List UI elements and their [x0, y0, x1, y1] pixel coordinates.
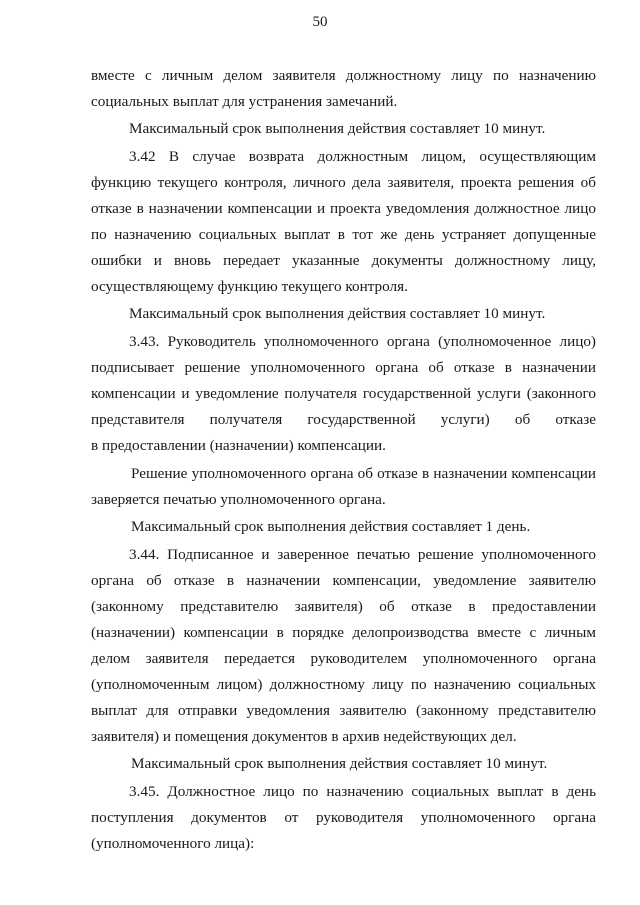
text-line: функцию текущего контроля, личного дела заявителя, проекта решения об [91, 174, 596, 191]
paragraph [91, 461, 596, 513]
text-line: 3.42 В случае возврата должностным лицом, осуществляющим [129, 148, 596, 165]
paragraph [91, 301, 596, 327]
text-line: отказе в назначении компенсации и проекта уведомления должностное лицо [91, 200, 596, 217]
paragraph [91, 144, 596, 300]
text-line: Максимальный срок выполнения действия составляет 10 минут. [129, 305, 546, 322]
paragraph [91, 779, 596, 857]
text-line: органа об отказе в назначении компенсации, уведомление заявителю [91, 572, 596, 589]
text-line: Максимальный срок выполнения действия составляет 1 день. [131, 518, 531, 535]
paragraph [91, 542, 596, 750]
paragraph [91, 751, 596, 777]
text-line: 3.43. Руководитель уполномоченного органа (уполномоченное лицо) [129, 333, 596, 350]
text-line: Максимальный срок выполнения действия составляет 10 минут. [131, 755, 548, 772]
text-line: компенсации и уведомление получателя государственной услуги (законного [91, 385, 596, 402]
text-line: (уполномоченным лицом) должностному лицу по назначению социальных [91, 676, 596, 693]
text-line: заявителя) и помещения документов в архив недействующих дел. [91, 728, 517, 745]
text-line: ошибки и вновь передает указанные документы должностному лицу, [91, 252, 596, 269]
paragraph [91, 63, 596, 115]
text-line: Максимальный срок выполнения действия составляет 10 минут. [129, 120, 546, 137]
text-line: 3.44. Подписанное и заверенное печатью решение уполномоченного [129, 546, 596, 563]
text-line: поступления документов от руководителя уполномоченного органа [91, 809, 596, 826]
text-line: по назначению социальных выплат в тот же день устраняет допущенные [91, 226, 596, 243]
paragraph [91, 116, 596, 142]
paragraph [91, 514, 596, 540]
text-line: представителя получателя государственной услуги) об отказе [91, 411, 596, 428]
text-line: (назначении) компенсации в порядке делопроизводства вместе с личным [91, 624, 596, 641]
text-line: заверяется печатью уполномоченного органа. [91, 491, 386, 508]
text-line: (уполномоченного лица): [91, 835, 255, 852]
page-number: 50 [312, 14, 328, 30]
text-line: 3.45. Должностное лицо по назначению социальных выплат в день [129, 783, 596, 800]
text-line: осуществляющему функцию текущего контроля. [91, 278, 408, 295]
document-body [91, 63, 596, 857]
paragraph [91, 329, 596, 459]
text-line: (законному представителю заявителя) об отказе в предоставлении [91, 598, 596, 615]
text-line: в предоставлении (назначении) компенсации. [91, 437, 386, 454]
text-line: социальных выплат для устранения замечаний. [91, 93, 398, 110]
text-line: Решение уполномоченного органа об отказе в назначении компенсации [131, 465, 596, 482]
text-line: вместе с личным делом заявителя должностному лицу по назначению [91, 67, 596, 84]
text-line: выплат для отправки уведомления заявителю (законному представителю [91, 702, 596, 719]
text-line: подписывает решение уполномоченного органа об отказе в назначении [91, 359, 596, 376]
text-line: делом заявителя передается руководителем уполномоченного органа [91, 650, 596, 667]
